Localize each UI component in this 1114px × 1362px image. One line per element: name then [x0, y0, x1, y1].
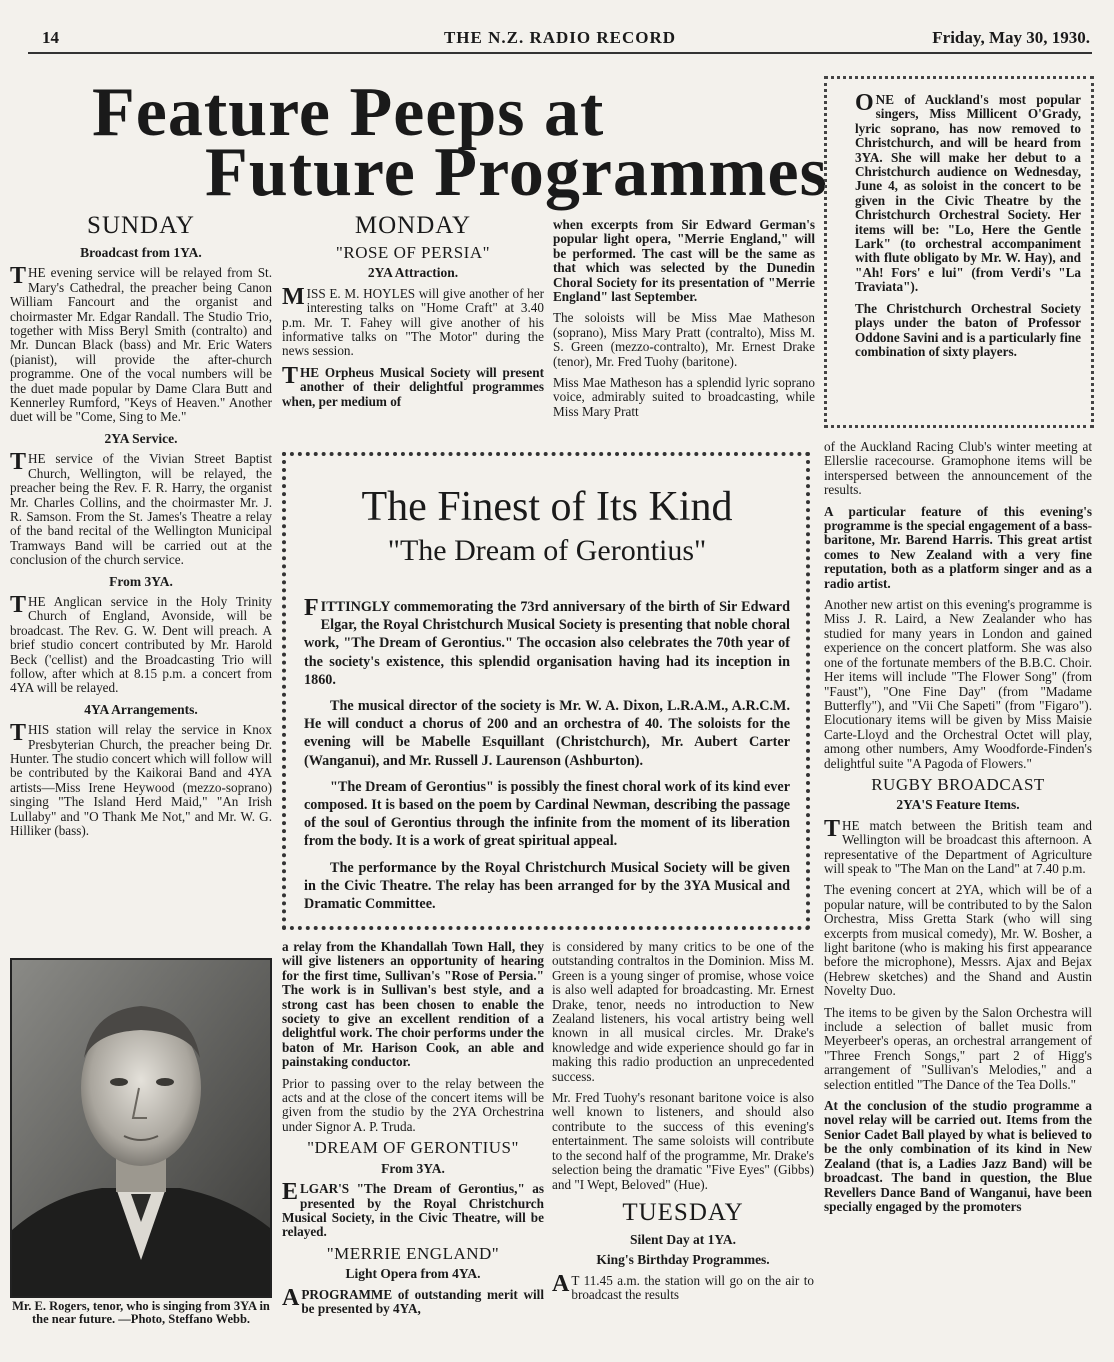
page-title-line-1: Feature Peeps at	[92, 74, 605, 151]
sunday-heading: SUNDAY	[87, 212, 195, 239]
tuesday-sub-2: King's Birthday Programmes.	[596, 1252, 770, 1268]
tuesday-heading: TUESDAY	[622, 1198, 744, 1226]
merrie-england-paragraph: when excerpts from Sir Edward German's popular light opera, "Merrie England," will be performed. The cast will be the same as that which was selected by the Dunedin Choral Society for its presentation of "Merrie England" last September.	[553, 217, 815, 305]
sunday-sub-1ya: Broadcast from 1YA.	[80, 245, 202, 260]
monday-sub-2ya: 2YA Attraction.	[367, 265, 459, 281]
sunday-paragraph: THIS station will relay the service in Knox Presbyterian Church, the preacher being Dr. Hunter. The studio concert which will follow will be contributed by the Kaikorai Band and 4YA artists—Miss Irene Heywood (mezzo-soprano) singing "The Island Herd Maid," "An Irish Lullaby" and "O Thank Me Not," and Mr. W. G. Hilliker (bass).	[10, 720, 272, 839]
sunday-sub-2ya: 2YA Service.	[104, 430, 178, 446]
masthead: THE N.Z. RADIO RECORD	[443, 28, 677, 47]
matheson-paragraph: Miss Mae Matheson has a splendid lyric soprano voice, admirably suited to broadcasting, while Miss Mary Pratt	[553, 375, 815, 419]
salon-orchestra-paragraph: The items to be given by the Salon Orchestra will include a selection of ballet music from Meyerbeer's operas, an orchestral arrangement of "Three French Songs," part 2 of Higg's arrangement of "Sullivan's Melodies," and a selection entitled "The Dance of the Tea Dolls."	[824, 1004, 1092, 1092]
gerontius-paragraph: "The Dream of Gerontius" is possibly the finest choral work of its kind ever composed. It is based on the poem by Cardinal Newman, describing the passage of the soul of Gerontius through the infinite from the moment of its liberation from the body. It is a work of great spiritual appeal.	[304, 778, 790, 850]
gerontius-feature-title: The Finest of Its Kind	[361, 484, 733, 530]
sunday-paragraph: THE Anglican service in the Holy Trinity Church of England, Avonside, will be broadcast. The Rev. G. W. Dent will preach. A brief studio concert contributed by Mr. Harold Beck ('cellist) and the Broadcasting Trio will follow, after which at 8.15 p.m. a concert from 4YA will be relayed.	[10, 591, 272, 696]
issue-date: Friday, May 30, 1930.	[932, 28, 1090, 47]
tuesday-sub-1: Silent Day at 1YA.	[629, 1231, 736, 1247]
gerontius-feature-subtitle: "The Dream of Gerontius"	[387, 534, 707, 567]
cadet-ball-paragraph: At the conclusion of the studio programme a novel relay will be carried out. Items from the Senior Cadet Ball played by what is believed to be the only combination of its kind in New Zealand (that is, a Ladies Jazz Band) will be broadcast. The band in question, the Blue Revellers Dance Band of Wanganui, have been specially engaged by the promoters	[824, 1098, 1092, 1214]
gerontius-paragraph: FITTINGLY commemorating the 73rd anniversary of the birth of Sir Edward Elgar, the Royal Christchurch Musical Society is presenting that noble choral work, "The Dream of Gerontius." The occasion also celebrates the 70th year of the society's existence, this splendid organisation having had its inception in 1860.	[304, 595, 790, 688]
orchestrina-paragraph: Prior to passing over to the relay between the acts and at the close of the concert items will be given from the studio by the 2YA Orchestrina under Signor A. P. Truda.	[282, 1075, 544, 1134]
ogrady-paragraph: ONE of Auckland's most popular singers, Miss Millicent O'Grady, lyric soprano, has now removed to Christchurch, and will be heard from 3YA. She will make her debut to a Christchurch audience on Wednesday, June 4, as soloist in the concert to be given in the Civic Theatre by the Christchurch Orchestral Society. Her items will be: "Lo, Here the Gentle Lark" (to orchestral accompaniment with flute obligato by Mr. W. Hay), and "Ah! Fors' e lui" (from Verdi's "La Traviata").	[855, 90, 1081, 295]
monday-paragraph: MISS E. M. HOYLES will give another of her interesting talks on "Home Craft" at 3.40 p.m. Mr. T. Fahey will give another of his informative talks on "The Motor" during the news session.	[282, 283, 544, 359]
contralto-paragraph: is considered by many critics to be one of the outstanding contraltos in the Dominion. Miss M. Green is a young singer of promise, whose voice is also well adapted for broadcasting. Mr. Ernest Drake, tenor, needs no introduction to New Zealand listeners, his vocal artistry being well known in all musical circles. Mr. Drake's knowledge and wide experience should go far in making this radio production an unprecedented success.	[552, 939, 814, 1084]
sunday-paragraph: THE evening service will be relayed from St. Mary's Cathedral, the preacher being Canon William Fancourt and the organist and choirmaster Mr. Edgar Randall. The Studio Trio, together with Miss Beryl Smith (contralto) and Mr. Duncan Black (bass) and Mr. Eric Waters (pianist), will provide the after-church programme. One of the vocal numbers will be the duet made popular by Dame Clara Butt and Kennerley Rumford, "Keys of Heaven." Another duet will be "Come, Sing to Me."	[10, 263, 272, 425]
gerontius-feature-box	[282, 452, 810, 930]
portrait-image	[12, 960, 270, 1296]
orchestral-society-paragraph: The Christchurch Orchestral Society plays under the baton of Professor Oddone Savini and is a particularly fine combination of sixty players.	[855, 300, 1081, 359]
rugby-heading: RUGBY BROADCAST	[871, 774, 1045, 794]
soloists-paragraph: The soloists will be Miss Mae Matheson (soprano), Miss Mary Pratt (contralto), Miss M. S. Green (mezzo-contralto), Mr. Ernest Drake (tenor), Mr. Fred Tuohy (baritone).	[553, 310, 815, 369]
harris-paragraph: A particular feature of this evening's programme is the special engagement of a bass-baritone, Mr. Barend Harris. This great artist comes to New Zealand with a very fine reputation, both as a platform singer and as a radio artist.	[824, 503, 1092, 591]
elgar-paragraph: ELGAR'S "The Dream of Gerontius," as presented by the Royal Christchurch Musical Society, in the Civic Theatre, will be relayed.	[282, 1179, 544, 1240]
programme-paragraph: APROGRAMME of outstanding merit will be presented by 4YA,	[282, 1284, 544, 1316]
ogrady-box	[824, 76, 1094, 428]
bottom-column-1	[282, 940, 544, 1323]
gerontius-paragraph: The performance by the Royal Christchurch Musical Society will be given in the Civic Theatre. The relay has been arranged for by the 3YA Musical and Dramatic Committee.	[304, 859, 790, 913]
racing-paragraph: of the Auckland Racing Club's winter meeting at Ellerslie racecourse. Gramophone items will be interspersed between the announcement of the results.	[824, 439, 1092, 498]
khandallah-paragraph: a relay from the Khandallah Town Hall, they will give listeners an opportunity of hearing for the first time, Sullivan's "Rose of Persia." The work is in Sullivan's best style, and a strong cast has been chosen to enable the society to give an excellent rendition of a delightful work. The choir performs under the baton of Mr. Harison Cook, an able and painstaking conductor.	[282, 939, 544, 1070]
page-number: 14	[42, 28, 59, 47]
right-column	[824, 440, 1092, 1221]
sunday-column	[10, 212, 272, 845]
header-rule	[28, 52, 1092, 54]
dream-gerontius-sub: From 3YA.	[381, 1160, 445, 1176]
merrie-england-sub: Light Opera from 4YA.	[345, 1266, 481, 1282]
monday-heading: MONDAY	[354, 212, 472, 239]
monday-paragraph: THE Orpheus Musical Society will present another of their delightful programmes when, per medium of	[282, 362, 544, 409]
photo-caption: Mr. E. Rogers, tenor, who is singing from 3YA in the near future. —Photo, Steffano Webb.	[12, 1299, 270, 1326]
evening-concert-paragraph: The evening concert at 2YA, which will be of a popular nature, will be contributed to by the Salon Orchestra, Miss Gretta Stark (who will sing excerpts from musical comedy), Mr. W. Bosher, a light baritone (who is making his first appearance before the microphone), Messrs. Ajax and Bejax (Hebrew sketches) and the Shand and Austin Novelty Duo.	[824, 882, 1092, 999]
rugby-paragraph: THE match between the British team and Wellington will be broadcast this afternoon. A representative of the Department of Agriculture will speak to "The Man on the Land" at 7.40 p.m.	[824, 815, 1092, 876]
monday-column-2	[553, 218, 815, 426]
gerontius-paragraph: The musical director of the society is Mr. W. A. Dixon, L.R.A.M., A.R.C.M. He will conduct a chorus of 200 and an orchestra of 40. The soloists for the evening will be Mabelle Esquillant (Christchurch), Mr. Aubert Carter (Wanganui), and Mr. Russell J. Laurenson (Ashburton).	[304, 698, 790, 769]
sunday-sub-3ya: From 3YA.	[109, 573, 173, 589]
dream-gerontius-heading: "DREAM OF GERONTIUS"	[307, 1138, 519, 1158]
rugby-sub: 2YA'S Feature Items.	[896, 797, 1020, 813]
monday-column	[282, 212, 544, 416]
sunday-paragraph: THE service of the Vivian Street Baptist Church, Wellington, will be relayed, the preacher being the Rev. F. R. Harry, the organist Mr. Charles Collins, and the choirmaster Mr. J. R. Samson. From the St. James's Theatre a relay of the band recital of the Wellington Municipal Tramways Band will be carried out at the conclusion of the church service.	[10, 449, 272, 568]
merrie-england-heading: "MERRIE ENGLAND"	[326, 1243, 500, 1263]
page-title-line-2: Future Programmes	[205, 134, 828, 211]
tuohy-paragraph: Mr. Fred Tuohy's resonant baritone voice is also well known to listeners, and should also contribute to the success of this evening's entertainment. The same soloists will contribute to the second half of the programme, Mr. Drake's selection being the dramatic "Five Eyes" (Gibbs) and "I Wept, Beloved" (Hue).	[552, 1090, 814, 1192]
tuesday-paragraph: AT 11.45 a.m. the station will go on the air to broadcast the results	[552, 1270, 814, 1303]
page-header	[30, 24, 1090, 50]
laird-paragraph: Another new artist on this evening's programme is Miss J. R. Laird, a New Zealander who has studied for many years in London and gained experience on the concert platform. She was also one of the fortunate members of the B.B.C. Choir. Her items will include "The Flower Song" (from "Faust"), "One Fine Day" (from "Madame Butterfly"), and "Vii Che Sapeti" (from "Figaro"). Elocutionary items will be given by Miss Maisie Carte-Lloyd and the Orchestral Octet will play, among other numbers, Amy Woodforde-Finden's delightful suite "A Pagoda of Flowers."	[824, 597, 1092, 771]
sunday-sub-4ya: 4YA Arrangements.	[84, 701, 198, 717]
monday-sub-rose: "ROSE OF PERSIA"	[335, 243, 491, 262]
portrait-photo	[10, 958, 272, 1298]
bottom-column-2	[552, 940, 814, 1310]
